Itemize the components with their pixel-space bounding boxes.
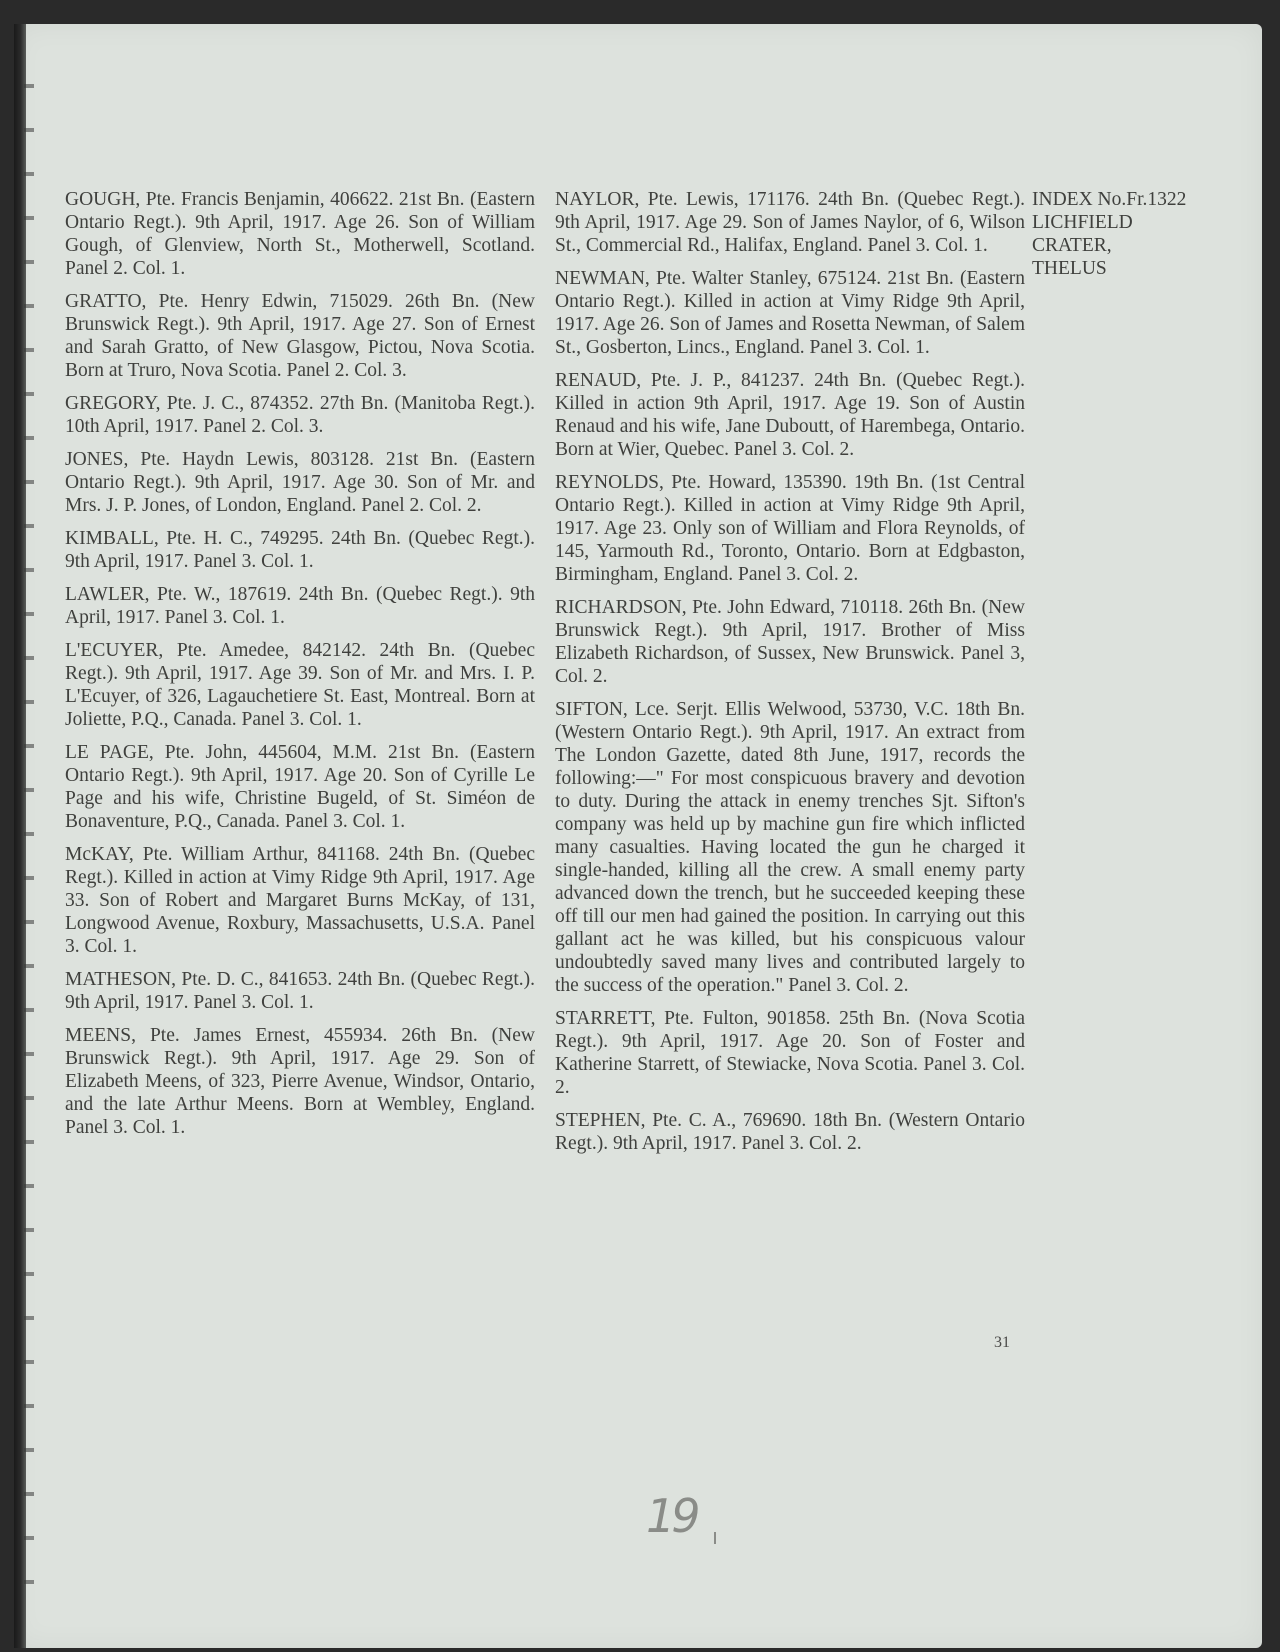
index-line: LICHFIELD xyxy=(1032,212,1133,233)
index-line: CRATER, xyxy=(1032,235,1112,256)
casualty-entry: GRATTO, Pte. Henry Edwin, 715029. 26th Bn. (New Brunswick Regt.). 9th April, 1917. Age 27. Son of Ernest and Sarah Gratto, of New Glasgow, Pictou, Nova Scotia. Born at Truro, Nova Scotia. Panel 2. Col. 3. xyxy=(65,291,535,381)
binding-stitches xyxy=(24,84,34,1584)
casualty-entry: LAWLER, Pte. W., 187619. 24th Bn. (Quebec Regt.). 9th April, 1917. Panel 3. Col. 1. xyxy=(65,584,535,628)
casualty-entry: GOUGH, Pte. Francis Benjamin, 406622. 21st Bn. (Eastern Ontario Regt.). 9th April, 1917. Age 26. Son of William Gough, of Glenview, North St., Motherwell, Scotland. Panel 2. Col. 1. xyxy=(65,189,535,279)
casualty-entry: STEPHEN, Pte. C. A., 769690. 18th Bn. (Western Ontario Regt.). 9th April, 1917. Panel 3. Col. 2. xyxy=(555,1110,1025,1154)
casualty-entry: STARRETT, Pte. Fulton, 901858. 25th Bn. (Nova Scotia Regt.). 9th April, 1917. Age 20. Son of Foster and Katherine Starrett, of Stewiacke, Nova Scotia. Panel 3. Col. 2. xyxy=(555,1008,1025,1098)
casualty-entry: SIFTON, Lce. Serjt. Ellis Welwood, 53730, V.C. 18th Bn. (Western Ontario Regt.). 9th April, 1917. An extract from The London Gazette, dated 8th June, 1917, records the following:—" For most conspicuous bravery and devotion to duty. During the attack in enemy trenches Sjt. Sifton's company was held up by machine gun fire which inflicted many casualties. Having located the gun he charged it single-handed, killing all the crew. A small enemy party advanced down the trench, but he succeeded keeping these off till our men had gained the position. In carrying out this gallant act he was killed, but his conspicuous valour undoubtedly saved many lives and contributed largely to the success of the operation." Panel 3. Col. 2. xyxy=(555,699,1025,996)
casualty-entry: RICHARDSON, Pte. John Edward, 710118. 26th Bn. (New Brunswick Regt.). 9th April, 1917. Brother of Miss Elizabeth Richardson, of Sussex, New Brunswick. Panel 3, Col. 2. xyxy=(555,597,1025,687)
casualty-entry: GREGORY, Pte. J. C., 874352. 27th Bn. (Manitoba Regt.). 10th April, 1917. Panel 2. Col. 3. xyxy=(65,393,535,437)
pencil-tick xyxy=(714,1532,716,1544)
casualty-entry: RENAUD, Pte. J. P., 841237. 24th Bn. (Quebec Regt.). Killed in action 9th April, 1917. Age 19. Son of Austin Renaud and his wife, Jane Duboutt, of Harembega, Ontario. Born at Wier, Quebec. Panel 3. Col. 2. xyxy=(555,370,1025,460)
casualty-entry: NAYLOR, Pte. Lewis, 171176. 24th Bn. (Quebec Regt.). 9th April, 1917. Age 29. Son of James Naylor, of 6, Wilson St., Commercial Rd., Halifax, England. Panel 3. Col. 1. xyxy=(555,189,1025,256)
casualty-entry: LE PAGE, Pte. John, 445604, M.M. 21st Bn. (Eastern Ontario Regt.). 9th April, 1917. Age 20. Son of Cyrille Le Page and his wife, Christine Bugeld, of St. Siméon de Bonaventure, P.Q., Canada. Panel 3. Col. 1. xyxy=(65,742,535,832)
page-number: 31 xyxy=(994,1334,1010,1351)
index-number: INDEX No.Fr.1322 xyxy=(1032,189,1187,210)
handwritten-mark: 19 xyxy=(646,1489,697,1543)
casualty-entry: KIMBALL, Pte. H. C., 749295. 24th Bn. (Quebec Regt.). 9th April, 1917. Panel 3. Col. 1. xyxy=(65,528,535,572)
casualty-entry: REYNOLDS, Pte. Howard, 135390. 19th Bn. (1st Central Ontario Regt.). Killed in action at Vimy Ridge 9th April, 1917. Age 23. Only son of William and Flora Reynolds, of 145, Yarmouth Rd., Toronto, Ontario. Born at Edgbaston, Birmingham, England. Panel 3. Col. 2. xyxy=(555,472,1025,585)
casualty-entry: NEWMAN, Pte. Walter Stanley, 675124. 21st Bn. (Eastern Ontario Regt.). Killed in action at Vimy Ridge 9th April, 1917. Age 26. Son of James and Rosetta Newman, of Salem St., Gosberton, Lincs., England. Panel 3. Col. 1. xyxy=(555,268,1025,358)
document-page xyxy=(14,24,1262,1648)
index-line: THELUS xyxy=(1032,258,1107,279)
casualty-entry: JONES, Pte. Haydn Lewis, 803128. 21st Bn. (Eastern Ontario Regt.). 9th April, 1917. Age 30. Son of Mr. and Mrs. J. P. Jones, of London, England. Panel 2. Col. 2. xyxy=(65,449,535,516)
left-column xyxy=(65,188,535,1149)
index-label xyxy=(1032,188,1272,280)
casualty-entry: McKAY, Pte. William Arthur, 841168. 24th Bn. (Quebec Regt.). Killed in action at Vimy Ridge 9th April, 1917. Age 33. Son of Robert and Margaret Burns McKay, of 131, Longwood Avenue, Roxbury, Massachusetts, U.S.A. Panel 3. Col. 1. xyxy=(65,844,535,957)
casualty-entry: L'ECUYER, Pte. Amedee, 842142. 24th Bn. (Quebec Regt.). 9th April, 1917. Age 39. Son of Mr. and Mrs. I. P. L'Ecuyer, of 326, Lagauchetiere St. East, Montreal. Born at Joliette, P.Q., Canada. Panel 3. Col. 1. xyxy=(65,640,535,730)
casualty-entry: MEENS, Pte. James Ernest, 455934. 26th Bn. (New Brunswick Regt.). 9th April, 1917. Age 29. Son of Elizabeth Meens, of 323, Pierre Avenue, Windsor, Ontario, and the late Arthur Meens. Born at Wembley, England. Panel 3. Col. 1. xyxy=(65,1025,535,1138)
casualty-entry: MATHESON, Pte. D. C., 841653. 24th Bn. (Quebec Regt.). 9th April, 1917. Panel 3. Col. 1. xyxy=(65,969,535,1013)
right-column xyxy=(555,188,1025,1165)
